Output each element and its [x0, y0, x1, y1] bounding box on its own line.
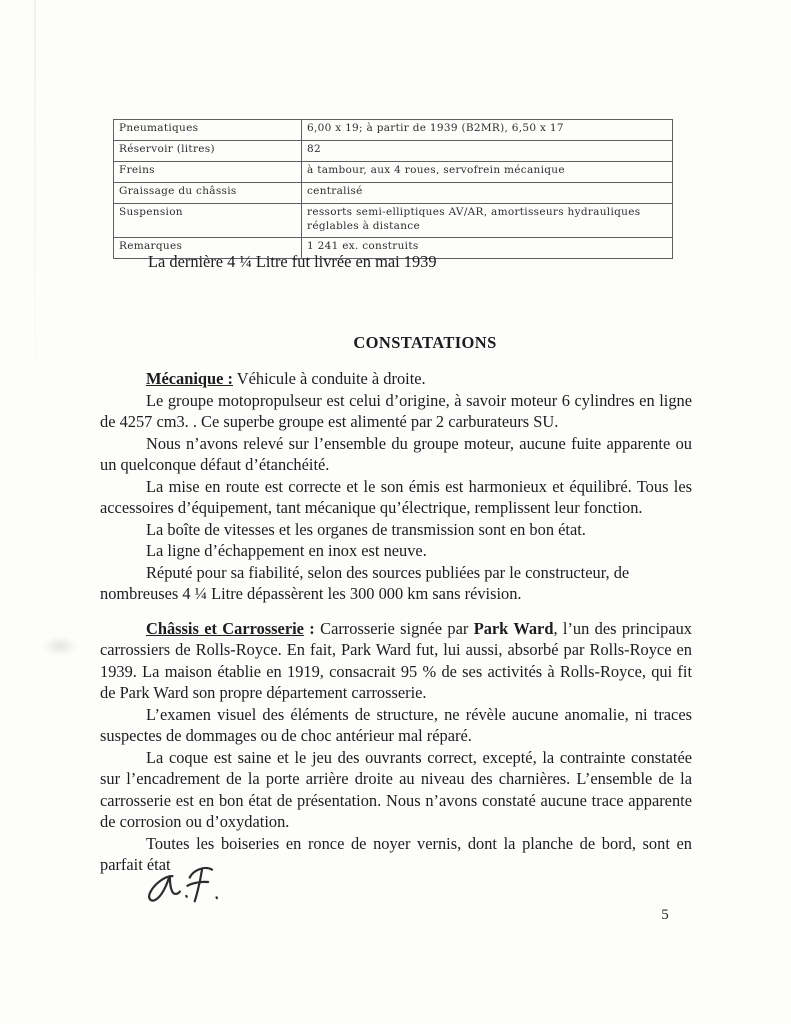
- spec-label: Remarques: [114, 237, 302, 258]
- paragraph: [100, 562, 692, 605]
- spec-label: Freins: [114, 162, 302, 183]
- spec-value: à tambour, aux 4 roues, servofrein mécanique: [302, 162, 673, 183]
- spec-value: 1 241 ex. construits: [302, 237, 673, 258]
- document-body: [100, 368, 692, 876]
- paragraph-line: Réputé pour sa fiabilité, selon des sources publiées par le constructeur, de: [146, 562, 630, 582]
- table-row: [114, 141, 673, 162]
- paragraph-mecanique-title: [100, 368, 692, 390]
- paragraph: Toutes les boiseries en ronce de noyer vernis, dont la planche de bord, sont en parfait état: [100, 833, 692, 874]
- table-row: [114, 183, 673, 204]
- spec-label: Suspension: [114, 204, 302, 238]
- mecanique-lead: Véhicule à conduite à droite.: [236, 369, 426, 388]
- spec-value: centralisé: [302, 183, 673, 204]
- chassis-text: , l’un des principaux carrossiers de Rolls-Royce. En fait, Park Ward fut, lui aussi, absorbé par Rolls-Royce en 1939. La maison établie en 1919, consacrait 95 % de ses activités à Rolls-Royce, qui fit de Park Ward son propre département carrosserie.: [100, 618, 692, 702]
- spec-label: Graissage du châssis: [114, 183, 302, 204]
- chassis-colon: :: [303, 618, 321, 638]
- paragraph: Le groupe motopropulseur est celui d’origine, à savoir moteur 6 cylindres en ligne de 4257 cm3. . Ce superbe groupe est alimenté par 2 carburateurs SU.: [100, 390, 692, 431]
- section-heading: CONSTATATIONS: [353, 333, 497, 352]
- paragraph-chassis-title: [100, 618, 692, 704]
- paragraph: Nous n’avons relevé sur l’ensemble du groupe moteur, aucune fuite apparente ou un quelconque défaut d’étanchéité.: [100, 433, 692, 474]
- spec-value: 6,00 x 19; à partir de 1939 (B2MR), 6,50 x 17: [302, 120, 673, 141]
- table-row: [114, 162, 673, 183]
- spec-label: Réservoir (litres): [114, 141, 302, 162]
- paragraph: La coque est saine et le jeu des ouvrants correct, excepté, la contrainte constatée sur l’encadrement de la porte arrière droite au niveau des charnières. L’ensemble de la carrosserie est en bon état de présentation. Nous n’avons constaté aucune trace apparente de corrosion ou d’oxydation.: [100, 747, 692, 831]
- page-number: 5: [661, 907, 669, 923]
- handwritten-signature: [132, 860, 241, 927]
- paragraph: La boîte de vitesses et les organes de transmission sont en bon état.: [146, 519, 586, 539]
- spec-value: ressorts semi-elliptiques AV/AR, amortisseurs hydrauliques réglables à distance: [302, 204, 673, 238]
- page-scan-edge: [34, 0, 36, 420]
- chassis-text: Carrosserie signée par: [320, 618, 474, 638]
- paragraph-line: nombreuses 4 ¼ Litre dépassèrent les 300 000 km sans révision.: [100, 584, 522, 603]
- paragraph: La mise en route est correcte et le son émis est harmonieux et équilibré. Tous les accessoires d’équipement, tant mécanique qu’électrique, remplissent leur fonction.: [100, 476, 692, 517]
- paragraph: L’examen visuel des éléments de structure, ne révèle aucune anomalie, ni traces suspectes de dommages ou de choc antérieur mal réparé.: [100, 704, 692, 745]
- spec-label: Pneumatiques: [114, 120, 302, 141]
- coachbuilder-name: Park Ward: [473, 618, 554, 638]
- spec-value: 82: [302, 141, 673, 162]
- mecanique-title: Mécanique :: [146, 369, 233, 388]
- table-row: [114, 204, 673, 238]
- table-row: [114, 120, 673, 141]
- spec-table: [113, 119, 673, 259]
- intro-line: La dernière 4 ¼ Litre fut livrée en mai 1939: [148, 252, 437, 271]
- chassis-title: Châssis et Carrosserie: [146, 618, 304, 638]
- paragraph: La ligne d’échappement en inox est neuve.: [146, 541, 427, 560]
- scan-smudge-artifact: [42, 636, 78, 656]
